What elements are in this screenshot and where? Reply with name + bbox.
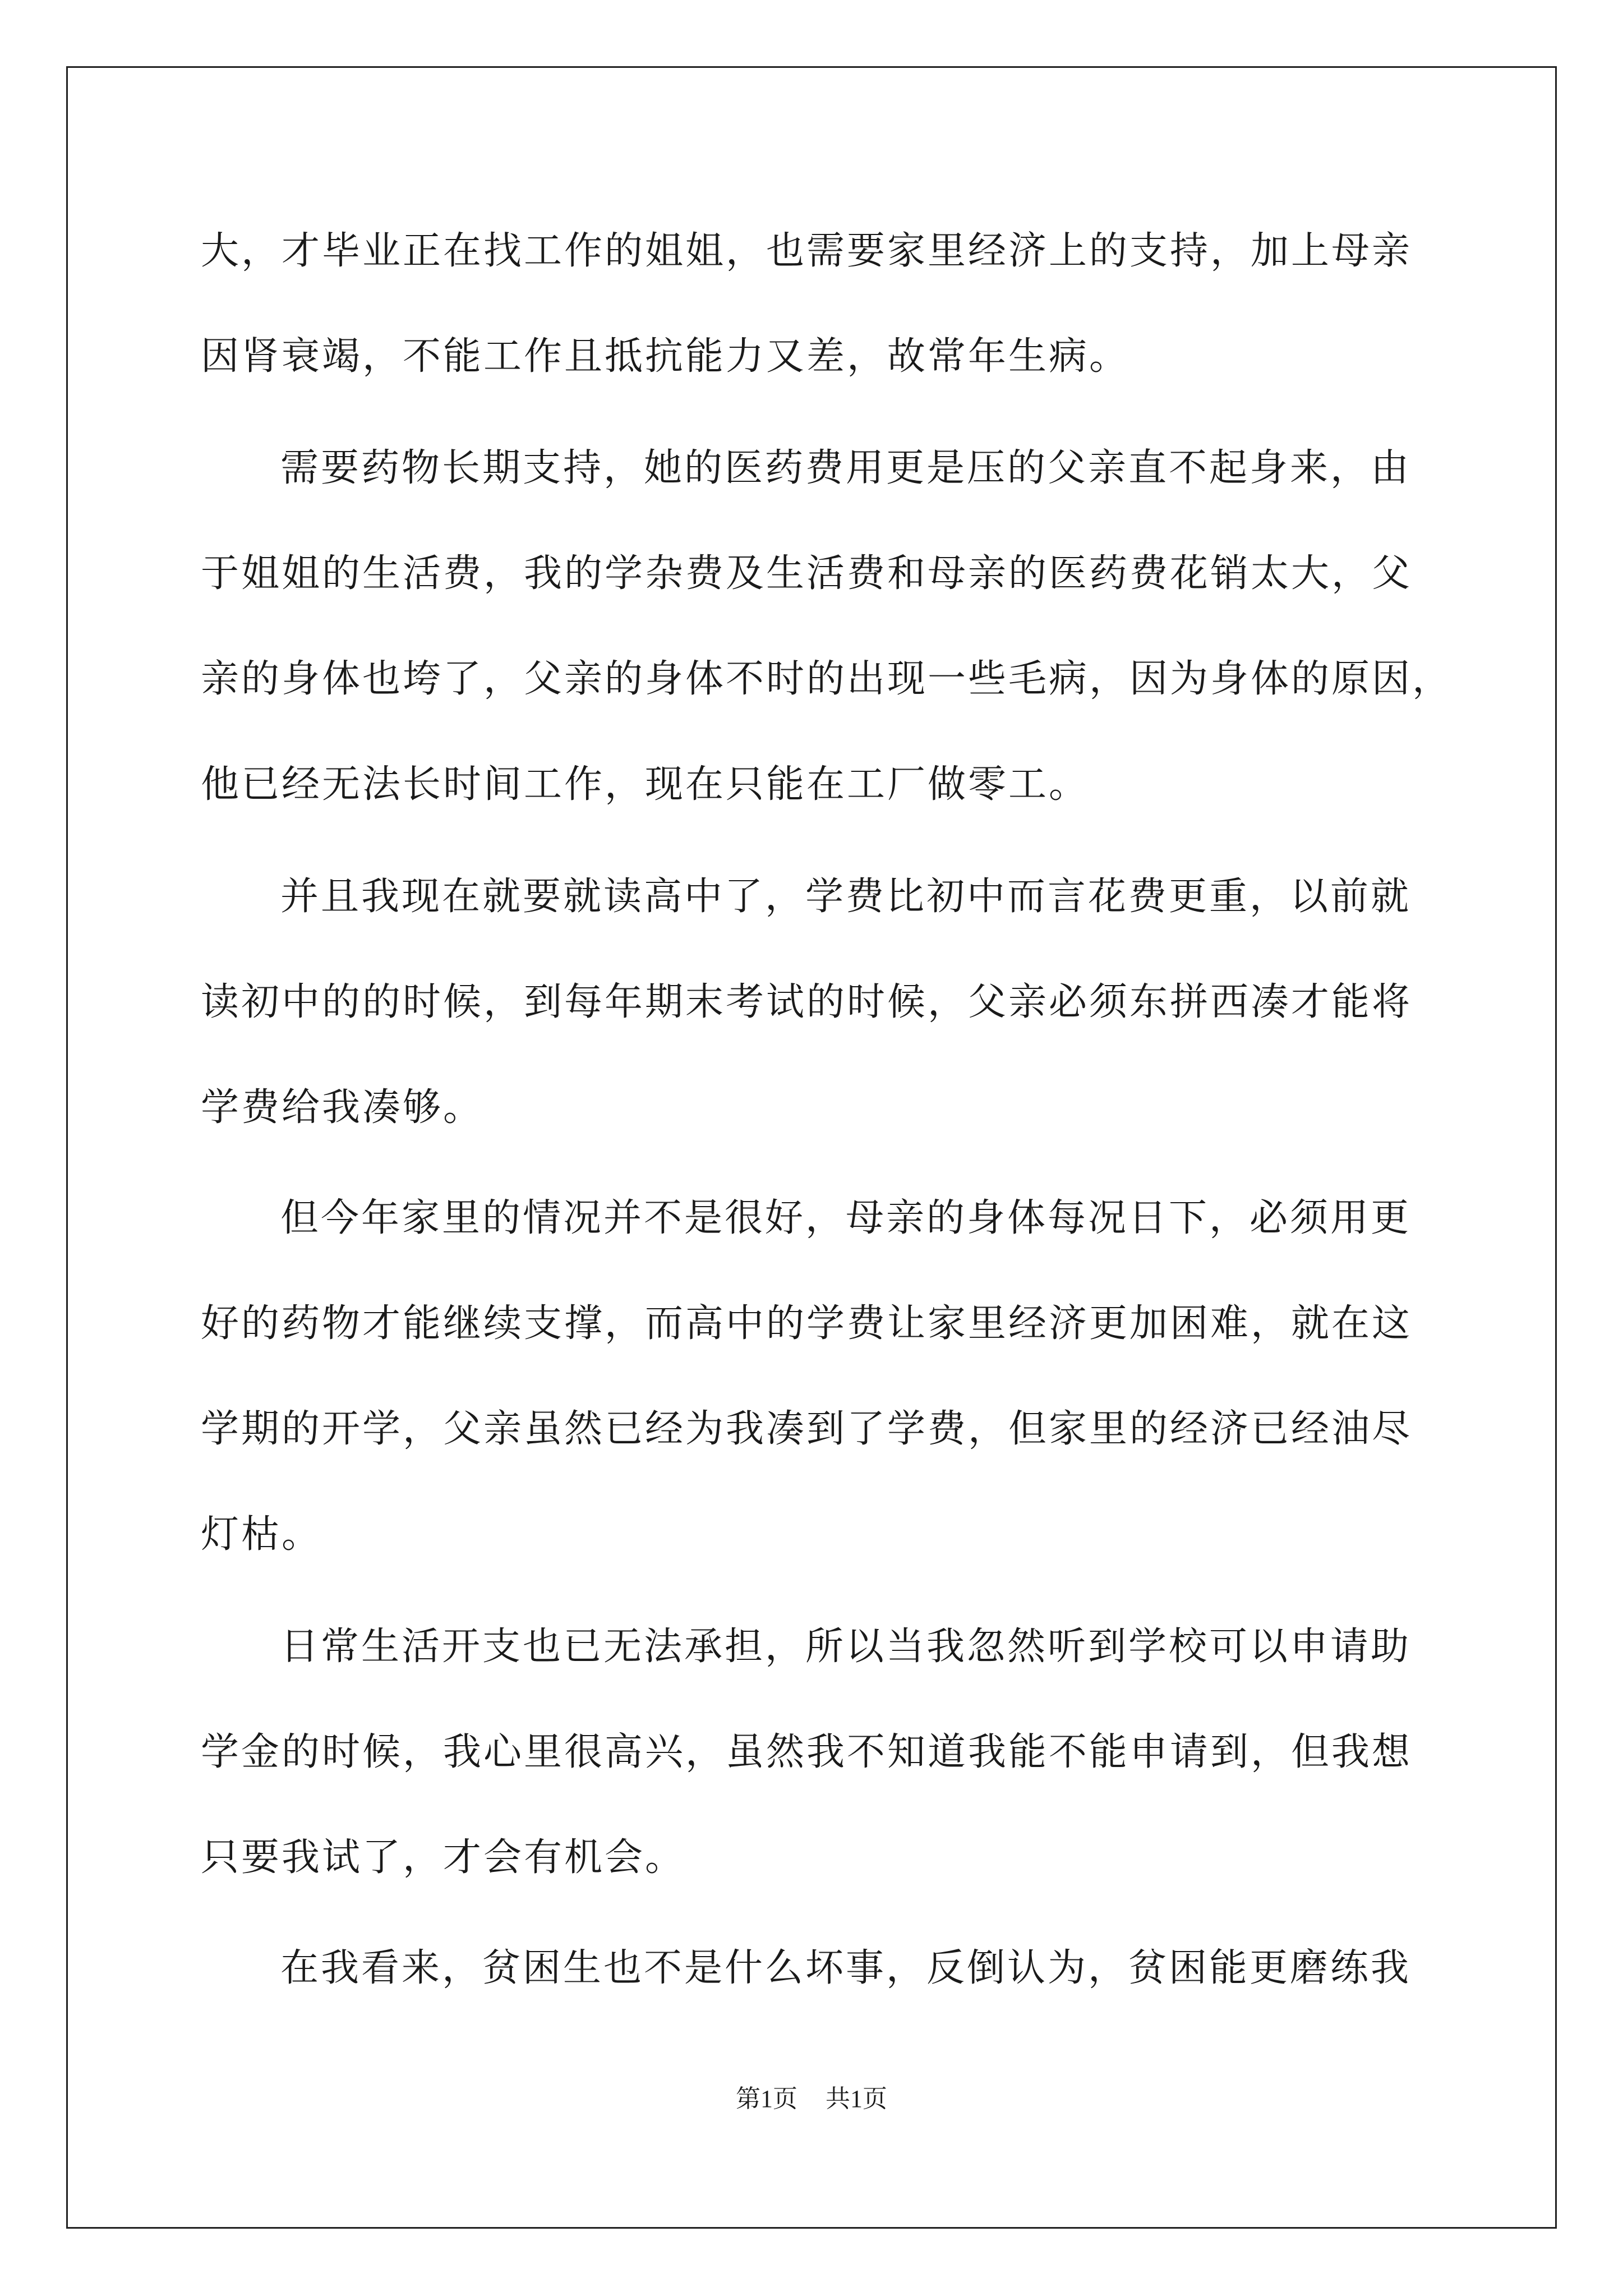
page-footer [0,2082,1623,2116]
text-line: 并且我现在就要就读高中了，学费比初中而言花费更重，以前就 [280,875,1412,919]
text-line: 学期的开学，父亲虽然已经为我凑到了学费，但家里的经济已经油尽 [201,1407,1413,1451]
text-line: 亲的身体也垮了，父亲的身体不时的出现一些毛病，因为身体的原因， [201,657,1453,701]
text-line: 学费给我凑够。 [201,1085,484,1130]
text-line: 日常生活开支也已无法承担，所以当我忽然听到学校可以申请助 [280,1625,1412,1669]
text-line: 于姐姐的生活费，我的学杂费及生活费和母亲的医药费花销太大，父 [201,551,1413,596]
text-line: 他已经无法长时间工作，现在只能在工厂做零工。 [201,762,1090,807]
text-line: 因肾衰竭，不能工作且抵抗能力又差，故常年生病。 [201,334,1130,379]
page-border [66,66,1557,2229]
text-line: 好的药物才能继续支撑，而高中的学费让家里经济更加困难，就在这 [201,1301,1413,1346]
page-number: 第1页 [736,2085,797,2113]
text-line: 在我看来，贫困生也不是什么坏事，反倒认为，贫困能更磨练我 [280,1946,1412,1990]
text-line: 读初中的的时候，到每年期末考试的时候，父亲必须东拼西凑才能将 [201,980,1413,1024]
text-line: 需要药物长期支持，她的医药费用更是压的父亲直不起身来，由 [280,446,1412,490]
text-line: 大，才毕业正在找工作的姐姐，也需要家里经济上的支持，加上母亲 [201,229,1413,273]
text-line: 灯枯。 [201,1512,322,1557]
text-line: 但今年家里的情况并不是很好，母亲的身体每况日下，必须用更 [280,1196,1412,1240]
text-line: 只要我试了，才会有机会。 [201,1835,686,1880]
page-total: 共1页 [826,2085,887,2113]
text-line: 学金的时候，我心里很高兴，虽然我不知道我能不能申请到，但我想 [201,1730,1413,1774]
